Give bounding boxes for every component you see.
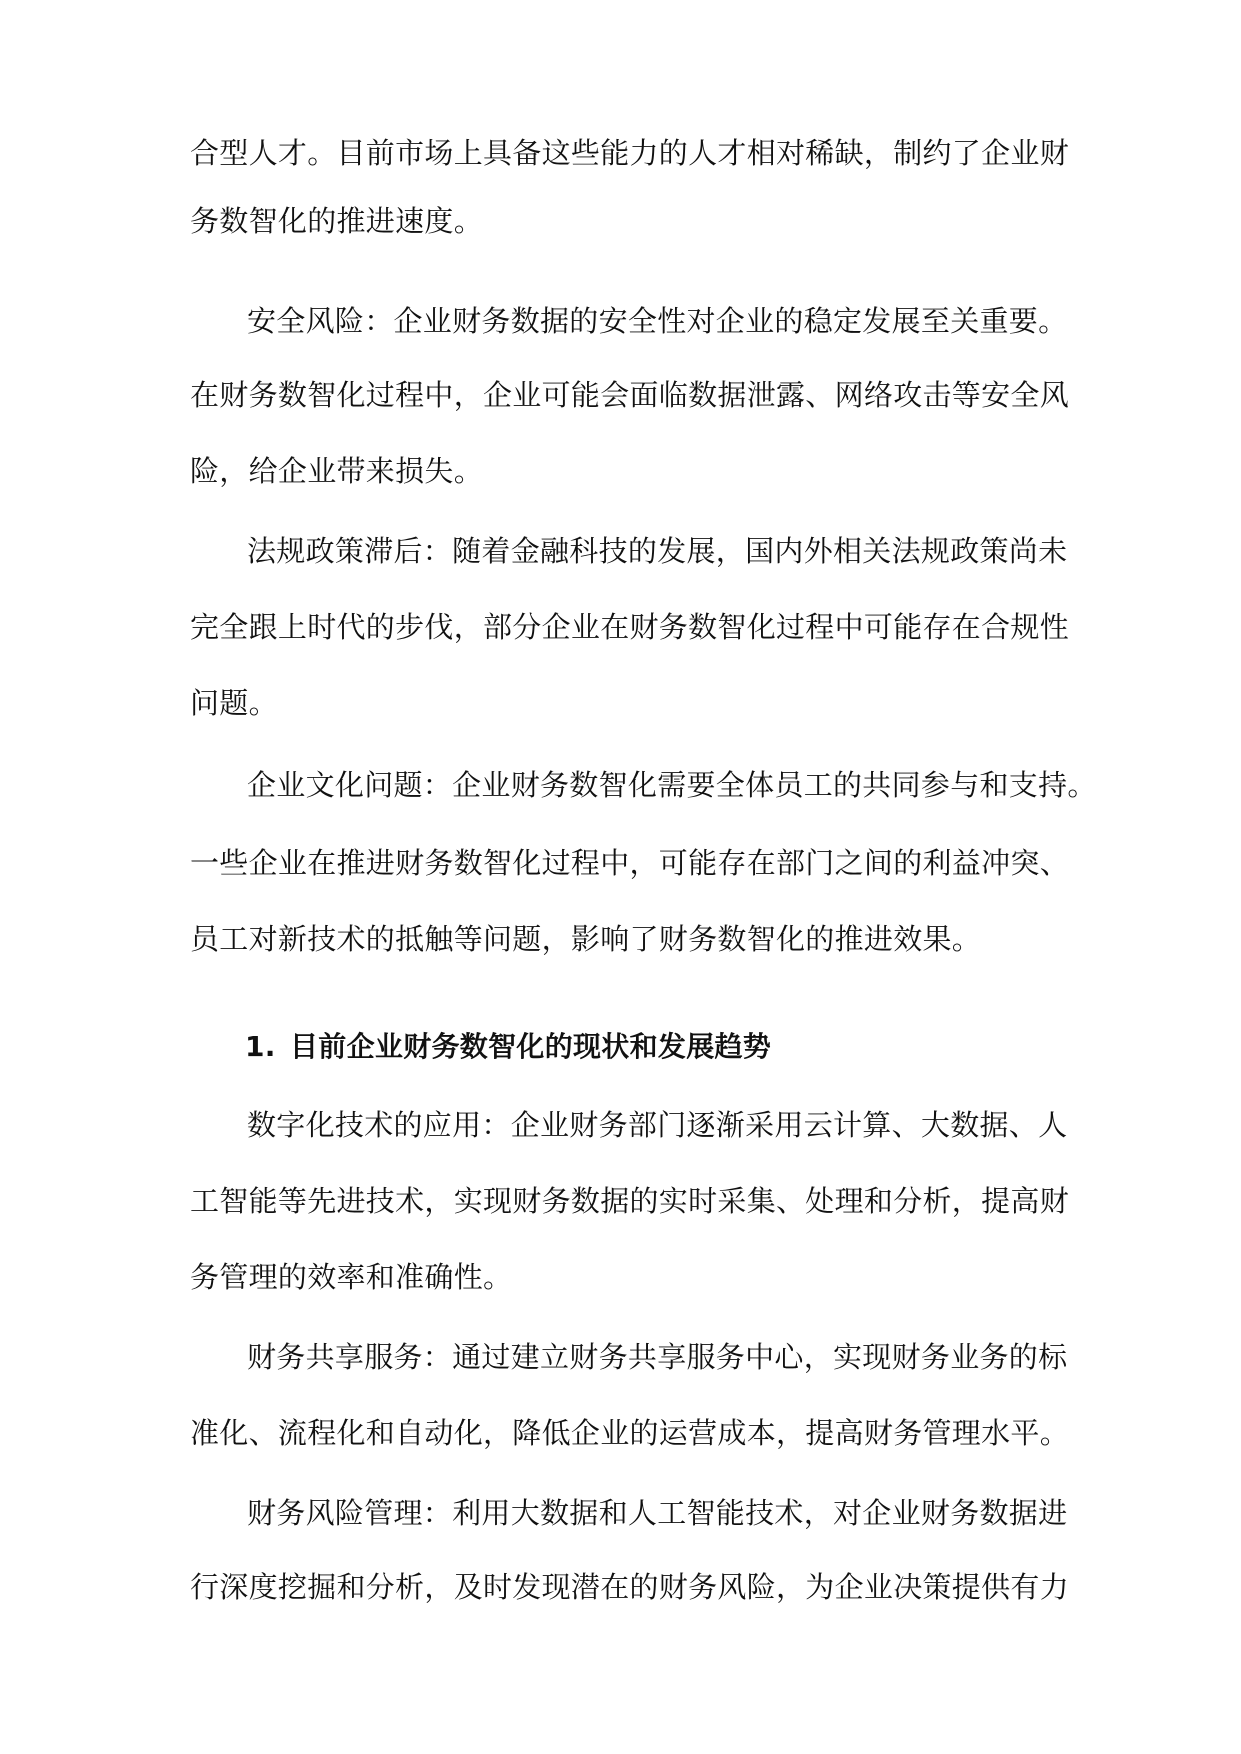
paragraph-line: 财务共享服务：通过建立财务共享服务中心，实现财务业务的标	[247, 1340, 1068, 1374]
paragraph-line: 财务风险管理：利用大数据和人工智能技术，对企业财务数据进	[247, 1496, 1068, 1530]
paragraph-line: 一些企业在推进财务数智化过程中，可能存在部门之间的利益冲突、	[190, 846, 1070, 880]
section-heading	[245, 1022, 771, 1072]
paragraph-line: 安全风险：企业财务数据的安全性对企业的稳定发展至关重要。	[247, 304, 1068, 338]
paragraph-line: 员工对新技术的抵触等问题，影响了财务数智化的推进效果。	[190, 922, 982, 956]
paragraph-line: 在财务数智化过程中，企业可能会面临数据泄露、网络攻击等安全风	[190, 378, 1070, 412]
paragraph-line: 完全跟上时代的步伐，部分企业在财务数智化过程中可能存在合规性	[190, 610, 1070, 644]
paragraph-line: 企业文化问题：企业财务数智化需要全体员工的共同参与和支持。	[247, 768, 1097, 802]
paragraph-line: 务管理的效率和准确性。	[190, 1260, 513, 1294]
paragraph-line: 准化、流程化和自动化，降低企业的运营成本，提高财务管理水平。	[190, 1416, 1070, 1450]
paragraph-line: 险，给企业带来损失。	[190, 454, 484, 488]
heading-text: 目前企业财务数智化的现状和发展趋势	[290, 1030, 772, 1063]
paragraph-line: 务数智化的推进速度。	[190, 204, 484, 238]
paragraph-line: 合型人才。目前市场上具备这些能力的人才相对稀缺，制约了企业财	[190, 136, 1070, 170]
heading-number: 1.	[245, 1030, 276, 1063]
paragraph-line: 问题。	[190, 686, 278, 720]
paragraph-line: 数字化技术的应用：企业财务部门逐渐采用云计算、大数据、人	[247, 1108, 1068, 1142]
paragraph-line: 行深度挖掘和分析，及时发现潜在的财务风险，为企业决策提供有力	[190, 1570, 1070, 1604]
paragraph-line: 工智能等先进技术，实现财务数据的实时采集、处理和分析，提高财	[190, 1184, 1070, 1218]
paragraph-line: 法规政策滞后：随着金融科技的发展，国内外相关法规政策尚未	[247, 534, 1068, 568]
